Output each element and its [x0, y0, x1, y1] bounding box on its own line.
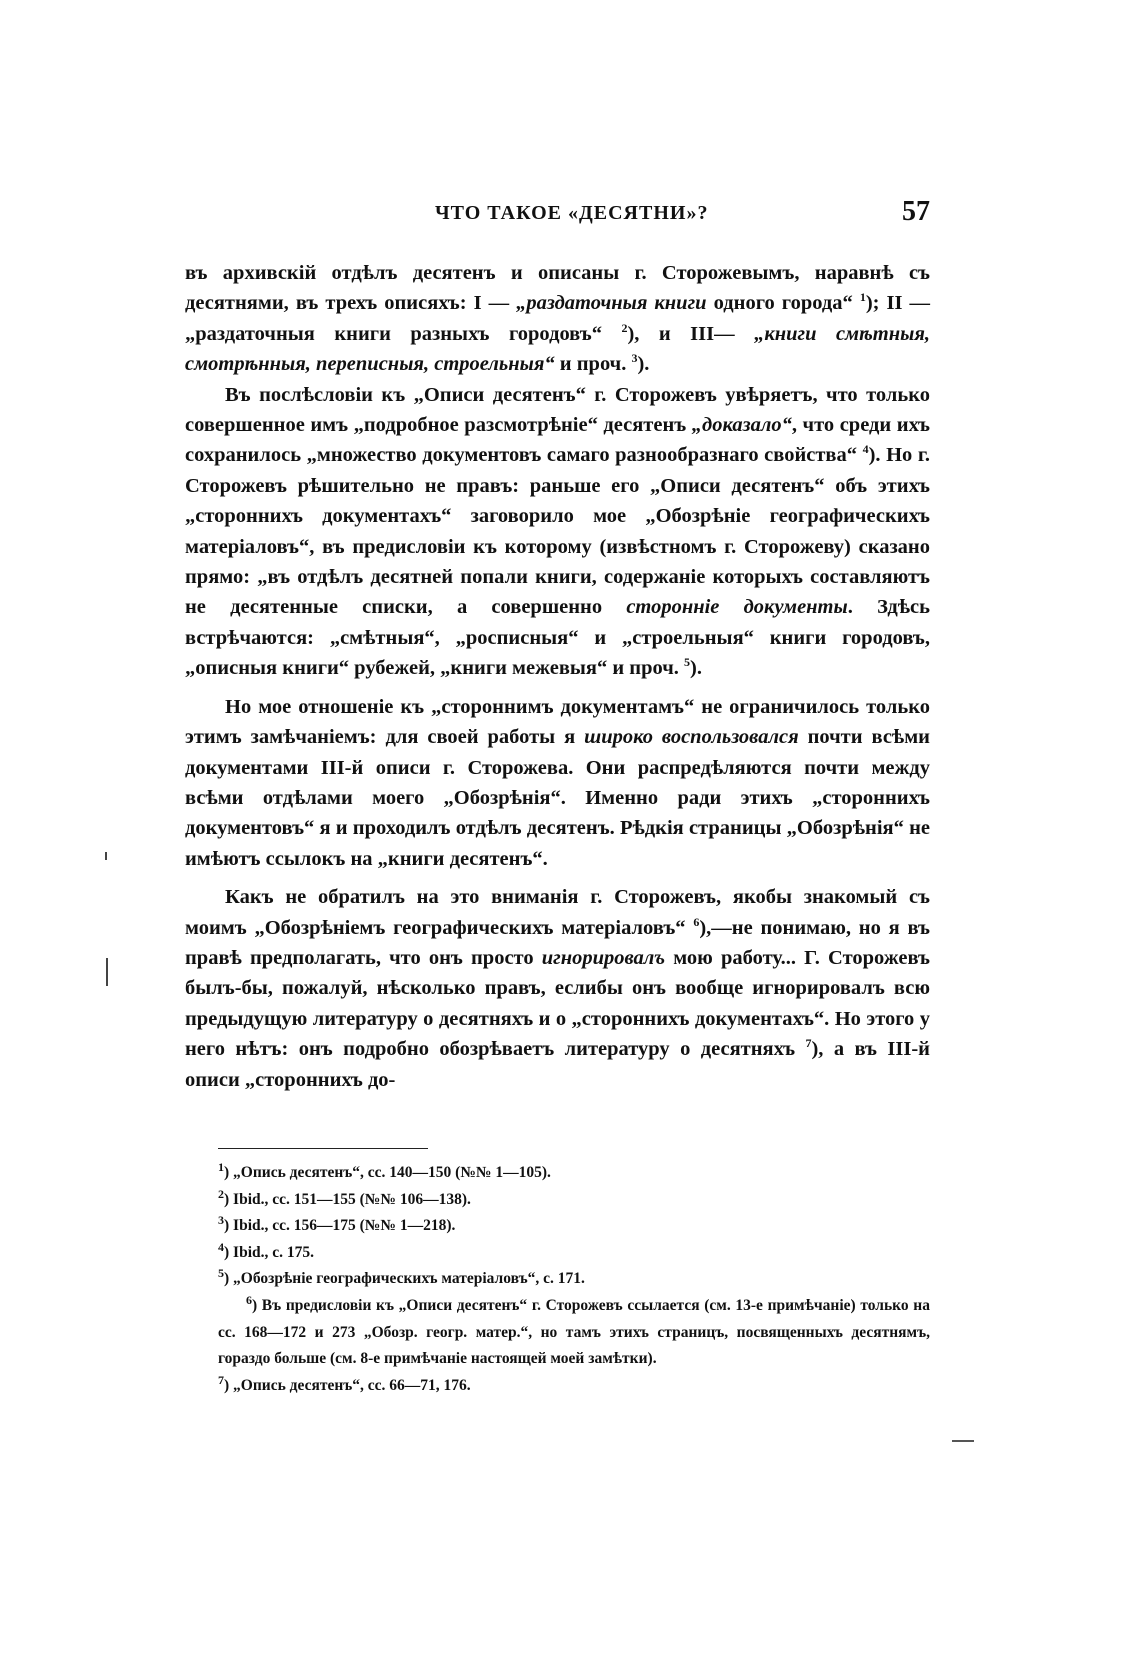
paragraph-3: Но мое отношеніе къ „стороннимъ документамъ“ не ограничилось только этимъ замѣчаніемъ: для своей работы я широко воспользовался почти всѣми документами III-й описи г. Сторожева. Они распредѣляются почти между всѣми отдѣлами моего „Обозрѣнія“. Именно ради этихъ „стороннихъ документовъ“ я и проходилъ отдѣлъ десятенъ. Рѣдкія страницы „Обозрѣнія“ не имѣютъ ссылокъ на „книги десятенъ“.	[185, 695, 930, 870]
footnotes	[218, 1160, 930, 1399]
footnote-7: $^7$) „Опись десятенъ“, сс. 66—71, 176.	[218, 1372, 471, 1394]
running-title: ЧТО ТАКОЕ «ДЕСЯТНИ»?	[435, 202, 709, 224]
footnote-ref-2: 2	[621, 320, 628, 335]
page-number: 57	[902, 196, 930, 227]
margin-mark	[106, 958, 108, 986]
footnote-6: $^6$) Въ предисловіи къ „Описи десятенъ“ г. Сторожевъ ссылается (см. 13-е примѣчаніе) только на сс. 168—172 и 273 „Обозр. геогр. матер.“, но тамъ этихъ страницъ, посвященныхъ десятнямъ, гораздо больше (см. 8-е примѣчаніе настоящей моей замѣтки).	[218, 1292, 930, 1368]
main-text	[185, 258, 930, 1095]
paragraph-2: Въ послѣсловіи къ „Описи десятенъ“ г. Сторожевъ увѣряетъ, что только совершенное имъ „подробное разсмотрѣніе“ десятенъ „доказало“, что среди ихъ сохранилось „множество документовъ самаго разнообразнаго свойства“ $^4$). Но г. Сторожевъ рѣшительно не правъ: раньше его „Описи десятенъ“ объ этихъ „стороннихъ документахъ“ заговорило мое „Обозрѣніе географическихъ матеріаловъ“, въ предисловіи къ которому (извѣстномъ г. Сторожеву) сказано прямо: „въ отдѣлъ десятней попали книги, содержаніе которыхъ составляютъ не десятенные списки, а совершенно сторонніе документы. Здѣсь встрѣчаются: „смѣтныя“, „росписныя“ и „строельныя“ книги городовъ, „описныя книги“ рубежей, „книги межевыя“ и проч. $^5$).	[185, 383, 930, 680]
footnote-1: $^1$) „Опись десятенъ“, сс. 140—150 (№№ 1—105).	[218, 1159, 551, 1181]
footnote-4: $^4$) Ibid., с. 175.	[218, 1239, 314, 1261]
footnote-ref-5: 5	[684, 655, 691, 670]
page-header	[185, 196, 930, 236]
margin-mark	[105, 852, 107, 860]
footnote-ref-6: 6	[693, 914, 700, 929]
footnote-ref-4: 4	[862, 442, 869, 457]
footnote-ref-1: 1	[859, 290, 866, 305]
footnote-3: $^3$) Ibid., сс. 156—175 (№№ 1—218).	[218, 1213, 456, 1235]
footnote-ref-3: 3	[631, 351, 638, 366]
footnote-ref-7: 7	[805, 1036, 812, 1051]
paragraph-4: Какъ не обратилъ на это вниманія г. Сторожевъ, якобы знакомый съ моимъ „Обозрѣніемъ географическихъ матеріаловъ“ $^6$),—не понимаю, но я въ правѣ предполагать, что онъ просто игнорировалъ мою работу... Г. Сторожевъ былъ-бы, пожалуй, нѣсколько правъ, еслибы онъ вообще игнорировалъ всю предыдущую литературу о десятняхъ и о „стороннихъ документахъ“. Но этого у него нѣтъ: онъ подробно обозрѣваетъ литературу о десятняхъ $^7$), а въ III-й описи „стороннихъ до-	[185, 886, 930, 1091]
footnote-divider	[218, 1148, 428, 1149]
footnote-5: $^5$) „Обозрѣніе географическихъ матеріаловъ“, с. 171.	[218, 1266, 585, 1288]
footnote-2: $^2$) Ibid., сс. 151—155 (№№ 106—138).	[218, 1186, 471, 1208]
scan-artifact	[952, 1440, 974, 1442]
paragraph-1: въ архивскій отдѣлъ десятенъ и описаны г. Сторожевымъ, наравнѣ съ десятнями, въ трехъ описяхъ: I — „раздаточныя книги одного города“ $^1$); II — „раздаточныя книги разныхъ городовъ“ $^2$), и III— „книги смѣтныя, смотрѣнныя, переписныя, строельныя“ и проч. $^3$).	[185, 262, 931, 376]
